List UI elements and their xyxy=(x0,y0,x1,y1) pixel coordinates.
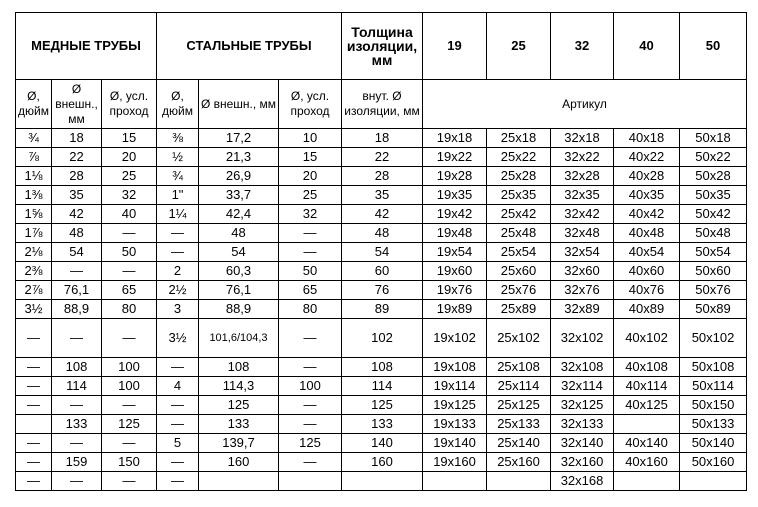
st-dia-inch-cell: — xyxy=(157,396,199,415)
st-dia-inch-cell: ¾ xyxy=(157,167,199,186)
st-dia-outer-cell: 108 xyxy=(199,358,279,377)
table-row xyxy=(16,262,747,281)
cu-dia-nominal-cell: 20 xyxy=(102,148,157,167)
article-19-cell: 19x133 xyxy=(423,415,487,434)
cu-dia-inch-cell xyxy=(16,415,52,434)
cu-dia-inch-cell: — xyxy=(16,434,52,453)
inner-dia-cell: 35 xyxy=(342,186,423,205)
article-25-cell: 25x42 xyxy=(487,205,551,224)
st-dia-outer-cell: 133 xyxy=(199,415,279,434)
table-body xyxy=(16,129,747,491)
table-row xyxy=(16,148,747,167)
cu-dia-inch-cell: — xyxy=(16,396,52,415)
cu-dia-inch-cell: 1⅞ xyxy=(16,224,52,243)
article-19-cell: 19x42 xyxy=(423,205,487,224)
article-40-cell: 40x54 xyxy=(614,243,680,262)
article-32-cell: 32x108 xyxy=(551,358,614,377)
article-50-cell: 50x76 xyxy=(680,281,747,300)
st-dia-outer-cell: 54 xyxy=(199,243,279,262)
inner-dia-cell xyxy=(342,472,423,491)
article-19-cell: 19x54 xyxy=(423,243,487,262)
article-40-cell xyxy=(614,472,680,491)
article-19-cell: 19x102 xyxy=(423,319,487,358)
inner-dia-cell: 42 xyxy=(342,205,423,224)
article-40-cell: 40x125 xyxy=(614,396,680,415)
st-dia-nominal-header: Ø, усл. проход xyxy=(279,80,342,129)
article-19-cell: 19x89 xyxy=(423,300,487,319)
article-32-cell: 32x22 xyxy=(551,148,614,167)
cu-dia-nominal-cell: 15 xyxy=(102,129,157,148)
thickness-32-header: 32 xyxy=(551,13,614,80)
st-dia-inch-cell: ⅜ xyxy=(157,129,199,148)
inner-dia-cell: 28 xyxy=(342,167,423,186)
article-19-cell xyxy=(423,472,487,491)
st-dia-nominal-cell: 80 xyxy=(279,300,342,319)
article-19-cell: 19x108 xyxy=(423,358,487,377)
article-40-cell: 40x42 xyxy=(614,205,680,224)
cu-dia-nominal-cell: 50 xyxy=(102,243,157,262)
article-32-cell: 32x54 xyxy=(551,243,614,262)
st-dia-inch-cell: 4 xyxy=(157,377,199,396)
st-dia-inch-cell: — xyxy=(157,453,199,472)
article-50-cell: 50x18 xyxy=(680,129,747,148)
table-row xyxy=(16,300,747,319)
article-19-cell: 19x140 xyxy=(423,434,487,453)
article-50-cell: 50x150 xyxy=(680,396,747,415)
article-32-cell: 32x35 xyxy=(551,186,614,205)
article-50-cell: 50x48 xyxy=(680,224,747,243)
thickness-40-header: 40 xyxy=(614,13,680,80)
article-32-cell: 32x60 xyxy=(551,262,614,281)
cu-dia-inch-cell: ¾ xyxy=(16,129,52,148)
cu-dia-nominal-cell: 32 xyxy=(102,186,157,205)
article-32-cell: 32x28 xyxy=(551,167,614,186)
inner-dia-header: внут. Ø изоляции, мм xyxy=(342,80,423,129)
article-32-cell: 32x48 xyxy=(551,224,614,243)
article-32-cell: 32x160 xyxy=(551,453,614,472)
article-50-cell xyxy=(680,472,747,491)
st-dia-outer-cell: 114,3 xyxy=(199,377,279,396)
st-dia-inch-header: Ø, дюйм xyxy=(157,80,199,129)
table-row xyxy=(16,186,747,205)
article-32-cell: 32x133 xyxy=(551,415,614,434)
cu-dia-nominal-cell: 100 xyxy=(102,358,157,377)
st-dia-inch-cell: 1" xyxy=(157,186,199,205)
article-25-cell: 25x35 xyxy=(487,186,551,205)
article-19-cell: 19x35 xyxy=(423,186,487,205)
insulation-thickness-header: Толщина изоляции, мм xyxy=(342,13,423,80)
cu-dia-nominal-cell: 150 xyxy=(102,453,157,472)
st-dia-nominal-cell: — xyxy=(279,415,342,434)
cu-dia-inch-cell: 2⅛ xyxy=(16,243,52,262)
inner-dia-cell: 140 xyxy=(342,434,423,453)
inner-dia-cell: 22 xyxy=(342,148,423,167)
st-dia-outer-cell: 125 xyxy=(199,396,279,415)
article-25-cell: 25x114 xyxy=(487,377,551,396)
table-row xyxy=(16,396,747,415)
article-50-cell: 50x22 xyxy=(680,148,747,167)
cu-dia-nominal-cell: 25 xyxy=(102,167,157,186)
article-40-cell: 40x22 xyxy=(614,148,680,167)
article-25-cell: 25x140 xyxy=(487,434,551,453)
article-32-cell: 32x18 xyxy=(551,129,614,148)
st-dia-nominal-cell: 15 xyxy=(279,148,342,167)
cu-dia-inch-cell: — xyxy=(16,453,52,472)
table-row xyxy=(16,224,747,243)
cu-dia-outer-cell: — xyxy=(52,319,102,358)
cu-dia-nominal-cell: 125 xyxy=(102,415,157,434)
cu-dia-nominal-cell: 100 xyxy=(102,377,157,396)
article-40-cell: 40x140 xyxy=(614,434,680,453)
inner-dia-cell: 133 xyxy=(342,415,423,434)
st-dia-nominal-cell: — xyxy=(279,396,342,415)
st-dia-outer-cell: 21,3 xyxy=(199,148,279,167)
st-dia-inch-cell: 3½ xyxy=(157,319,199,358)
st-dia-nominal-cell: 20 xyxy=(279,167,342,186)
cu-dia-inch-cell: 2⅞ xyxy=(16,281,52,300)
st-dia-nominal-cell: — xyxy=(279,243,342,262)
table-row xyxy=(16,281,747,300)
cu-dia-inch-cell: — xyxy=(16,319,52,358)
st-dia-nominal-cell: 50 xyxy=(279,262,342,281)
article-19-cell: 19x28 xyxy=(423,167,487,186)
st-dia-outer-cell: 88,9 xyxy=(199,300,279,319)
article-25-cell: 25x108 xyxy=(487,358,551,377)
st-dia-nominal-cell: 125 xyxy=(279,434,342,453)
cu-dia-inch-header: Ø, дюйм xyxy=(16,80,52,129)
article-19-cell: 19x60 xyxy=(423,262,487,281)
table-row xyxy=(16,453,747,472)
article-40-cell xyxy=(614,415,680,434)
thickness-25-header: 25 xyxy=(487,13,551,80)
st-dia-outer-cell: 60,3 xyxy=(199,262,279,281)
article-50-cell: 50x140 xyxy=(680,434,747,453)
article-50-cell: 50x35 xyxy=(680,186,747,205)
st-dia-outer-cell: 160 xyxy=(199,453,279,472)
st-dia-inch-cell: 2 xyxy=(157,262,199,281)
cu-dia-inch-cell: 1⅜ xyxy=(16,186,52,205)
inner-dia-cell: 76 xyxy=(342,281,423,300)
article-40-cell: 40x35 xyxy=(614,186,680,205)
st-dia-inch-cell: 2½ xyxy=(157,281,199,300)
article-40-cell: 40x76 xyxy=(614,281,680,300)
cu-dia-nominal-cell: — xyxy=(102,434,157,453)
article-50-cell: 50x60 xyxy=(680,262,747,281)
st-dia-nominal-cell: 65 xyxy=(279,281,342,300)
table-row xyxy=(16,415,747,434)
article-40-cell: 40x89 xyxy=(614,300,680,319)
cu-dia-outer-cell: 48 xyxy=(52,224,102,243)
cu-dia-outer-cell: — xyxy=(52,434,102,453)
cu-dia-nominal-cell: — xyxy=(102,472,157,491)
cu-dia-outer-cell: 76,1 xyxy=(52,281,102,300)
inner-dia-cell: 60 xyxy=(342,262,423,281)
st-dia-inch-cell: — xyxy=(157,415,199,434)
cu-dia-outer-cell: 18 xyxy=(52,129,102,148)
table-row xyxy=(16,377,747,396)
st-dia-outer-cell: 139,7 xyxy=(199,434,279,453)
article-19-cell: 19x18 xyxy=(423,129,487,148)
st-dia-outer-cell: 101,6/104,3 xyxy=(199,319,279,358)
article-50-cell: 50x28 xyxy=(680,167,747,186)
st-dia-outer-cell: 17,2 xyxy=(199,129,279,148)
cu-dia-nominal-cell: — xyxy=(102,319,157,358)
subheader-row xyxy=(16,80,747,129)
article-32-cell: 32x102 xyxy=(551,319,614,358)
header-row xyxy=(16,13,747,80)
article-header: Артикул xyxy=(423,80,747,129)
article-25-cell xyxy=(487,472,551,491)
article-25-cell: 25x102 xyxy=(487,319,551,358)
cu-dia-inch-cell: 1⅛ xyxy=(16,167,52,186)
article-25-cell: 25x133 xyxy=(487,415,551,434)
article-50-cell: 50x42 xyxy=(680,205,747,224)
inner-dia-cell: 114 xyxy=(342,377,423,396)
cu-dia-outer-cell: — xyxy=(52,396,102,415)
article-19-cell: 19x48 xyxy=(423,224,487,243)
st-dia-nominal-cell: — xyxy=(279,224,342,243)
article-40-cell: 40x108 xyxy=(614,358,680,377)
article-40-cell: 40x160 xyxy=(614,453,680,472)
cu-dia-outer-cell: 159 xyxy=(52,453,102,472)
st-dia-nominal-cell: — xyxy=(279,319,342,358)
article-50-cell: 50x160 xyxy=(680,453,747,472)
cu-dia-outer-cell: — xyxy=(52,472,102,491)
article-32-cell: 32x168 xyxy=(551,472,614,491)
article-19-cell: 19x160 xyxy=(423,453,487,472)
inner-dia-cell: 89 xyxy=(342,300,423,319)
st-dia-outer-cell: 33,7 xyxy=(199,186,279,205)
article-19-cell: 19x22 xyxy=(423,148,487,167)
article-32-cell: 32x76 xyxy=(551,281,614,300)
cu-dia-outer-cell: 54 xyxy=(52,243,102,262)
cu-dia-outer-cell: 108 xyxy=(52,358,102,377)
article-40-cell: 40x60 xyxy=(614,262,680,281)
cu-dia-outer-header: Ø внешн., мм xyxy=(52,80,102,129)
article-40-cell: 40x102 xyxy=(614,319,680,358)
article-50-cell: 50x54 xyxy=(680,243,747,262)
st-dia-inch-cell: 1¼ xyxy=(157,205,199,224)
article-25-cell: 25x22 xyxy=(487,148,551,167)
cu-dia-nominal-cell: 40 xyxy=(102,205,157,224)
article-25-cell: 25x160 xyxy=(487,453,551,472)
article-40-cell: 40x18 xyxy=(614,129,680,148)
article-25-cell: 25x54 xyxy=(487,243,551,262)
cu-dia-outer-cell: 42 xyxy=(52,205,102,224)
st-dia-inch-cell: 3 xyxy=(157,300,199,319)
article-32-cell: 32x89 xyxy=(551,300,614,319)
cu-dia-outer-cell: 28 xyxy=(52,167,102,186)
st-dia-nominal-cell: 10 xyxy=(279,129,342,148)
st-dia-inch-cell: — xyxy=(157,358,199,377)
article-50-cell: 50x89 xyxy=(680,300,747,319)
cu-dia-nominal-cell: 65 xyxy=(102,281,157,300)
st-dia-inch-cell: — xyxy=(157,472,199,491)
table-row xyxy=(16,129,747,148)
cu-dia-inch-cell: — xyxy=(16,377,52,396)
st-dia-inch-cell: ½ xyxy=(157,148,199,167)
cu-dia-nominal-cell: — xyxy=(102,262,157,281)
article-25-cell: 25x60 xyxy=(487,262,551,281)
article-40-cell: 40x114 xyxy=(614,377,680,396)
article-25-cell: 25x18 xyxy=(487,129,551,148)
article-32-cell: 32x114 xyxy=(551,377,614,396)
st-dia-outer-header: Ø внешн., мм xyxy=(199,80,279,129)
st-dia-inch-cell: — xyxy=(157,224,199,243)
st-dia-outer-cell: 76,1 xyxy=(199,281,279,300)
table-row xyxy=(16,243,747,262)
st-dia-inch-cell: — xyxy=(157,243,199,262)
cu-dia-outer-cell: 133 xyxy=(52,415,102,434)
article-19-cell: 19x125 xyxy=(423,396,487,415)
article-50-cell: 50x108 xyxy=(680,358,747,377)
inner-dia-cell: 18 xyxy=(342,129,423,148)
cu-dia-nominal-cell: 80 xyxy=(102,300,157,319)
cu-dia-nominal-cell: — xyxy=(102,224,157,243)
article-50-cell: 50x102 xyxy=(680,319,747,358)
article-25-cell: 25x48 xyxy=(487,224,551,243)
article-32-cell: 32x125 xyxy=(551,396,614,415)
cu-dia-nominal-header: Ø, усл. проход xyxy=(102,80,157,129)
inner-dia-cell: 54 xyxy=(342,243,423,262)
table-row xyxy=(16,434,747,453)
inner-dia-cell: 108 xyxy=(342,358,423,377)
st-dia-outer-cell: 26,9 xyxy=(199,167,279,186)
cu-dia-outer-cell: — xyxy=(52,262,102,281)
article-50-cell: 50x114 xyxy=(680,377,747,396)
article-50-cell: 50x133 xyxy=(680,415,747,434)
cu-dia-inch-cell: ⅞ xyxy=(16,148,52,167)
inner-dia-cell: 48 xyxy=(342,224,423,243)
thickness-19-header: 19 xyxy=(423,13,487,80)
cu-dia-inch-cell: 1⅝ xyxy=(16,205,52,224)
cu-dia-outer-cell: 35 xyxy=(52,186,102,205)
table-row xyxy=(16,472,747,491)
st-dia-nominal-cell: 100 xyxy=(279,377,342,396)
st-dia-outer-cell: 42,4 xyxy=(199,205,279,224)
pipe-insulation-table xyxy=(15,12,747,491)
st-dia-nominal-cell xyxy=(279,472,342,491)
st-dia-inch-cell: 5 xyxy=(157,434,199,453)
st-dia-outer-cell: 48 xyxy=(199,224,279,243)
st-dia-nominal-cell: 25 xyxy=(279,186,342,205)
copper-pipes-header: МЕДНЫЕ ТРУБЫ xyxy=(16,13,157,80)
st-dia-nominal-cell: 32 xyxy=(279,205,342,224)
inner-dia-cell: 125 xyxy=(342,396,423,415)
inner-dia-cell: 102 xyxy=(342,319,423,358)
article-19-cell: 19x76 xyxy=(423,281,487,300)
article-25-cell: 25x76 xyxy=(487,281,551,300)
table-row xyxy=(16,319,747,358)
cu-dia-outer-cell: 114 xyxy=(52,377,102,396)
cu-dia-inch-cell: — xyxy=(16,358,52,377)
st-dia-outer-cell xyxy=(199,472,279,491)
table-row xyxy=(16,167,747,186)
cu-dia-inch-cell: 3½ xyxy=(16,300,52,319)
st-dia-nominal-cell: — xyxy=(279,358,342,377)
cu-dia-nominal-cell: — xyxy=(102,396,157,415)
article-32-cell: 32x140 xyxy=(551,434,614,453)
article-40-cell: 40x48 xyxy=(614,224,680,243)
cu-dia-inch-cell: — xyxy=(16,472,52,491)
article-25-cell: 25x125 xyxy=(487,396,551,415)
article-19-cell: 19x114 xyxy=(423,377,487,396)
thickness-50-header: 50 xyxy=(680,13,747,80)
steel-pipes-header: СТАЛЬНЫЕ ТРУБЫ xyxy=(157,13,342,80)
article-32-cell: 32x42 xyxy=(551,205,614,224)
table-row xyxy=(16,358,747,377)
article-40-cell: 40x28 xyxy=(614,167,680,186)
article-25-cell: 25x89 xyxy=(487,300,551,319)
cu-dia-inch-cell: 2⅜ xyxy=(16,262,52,281)
st-dia-nominal-cell: — xyxy=(279,453,342,472)
cu-dia-outer-cell: 22 xyxy=(52,148,102,167)
table-row xyxy=(16,205,747,224)
cu-dia-outer-cell: 88,9 xyxy=(52,300,102,319)
article-25-cell: 25x28 xyxy=(487,167,551,186)
inner-dia-cell: 160 xyxy=(342,453,423,472)
